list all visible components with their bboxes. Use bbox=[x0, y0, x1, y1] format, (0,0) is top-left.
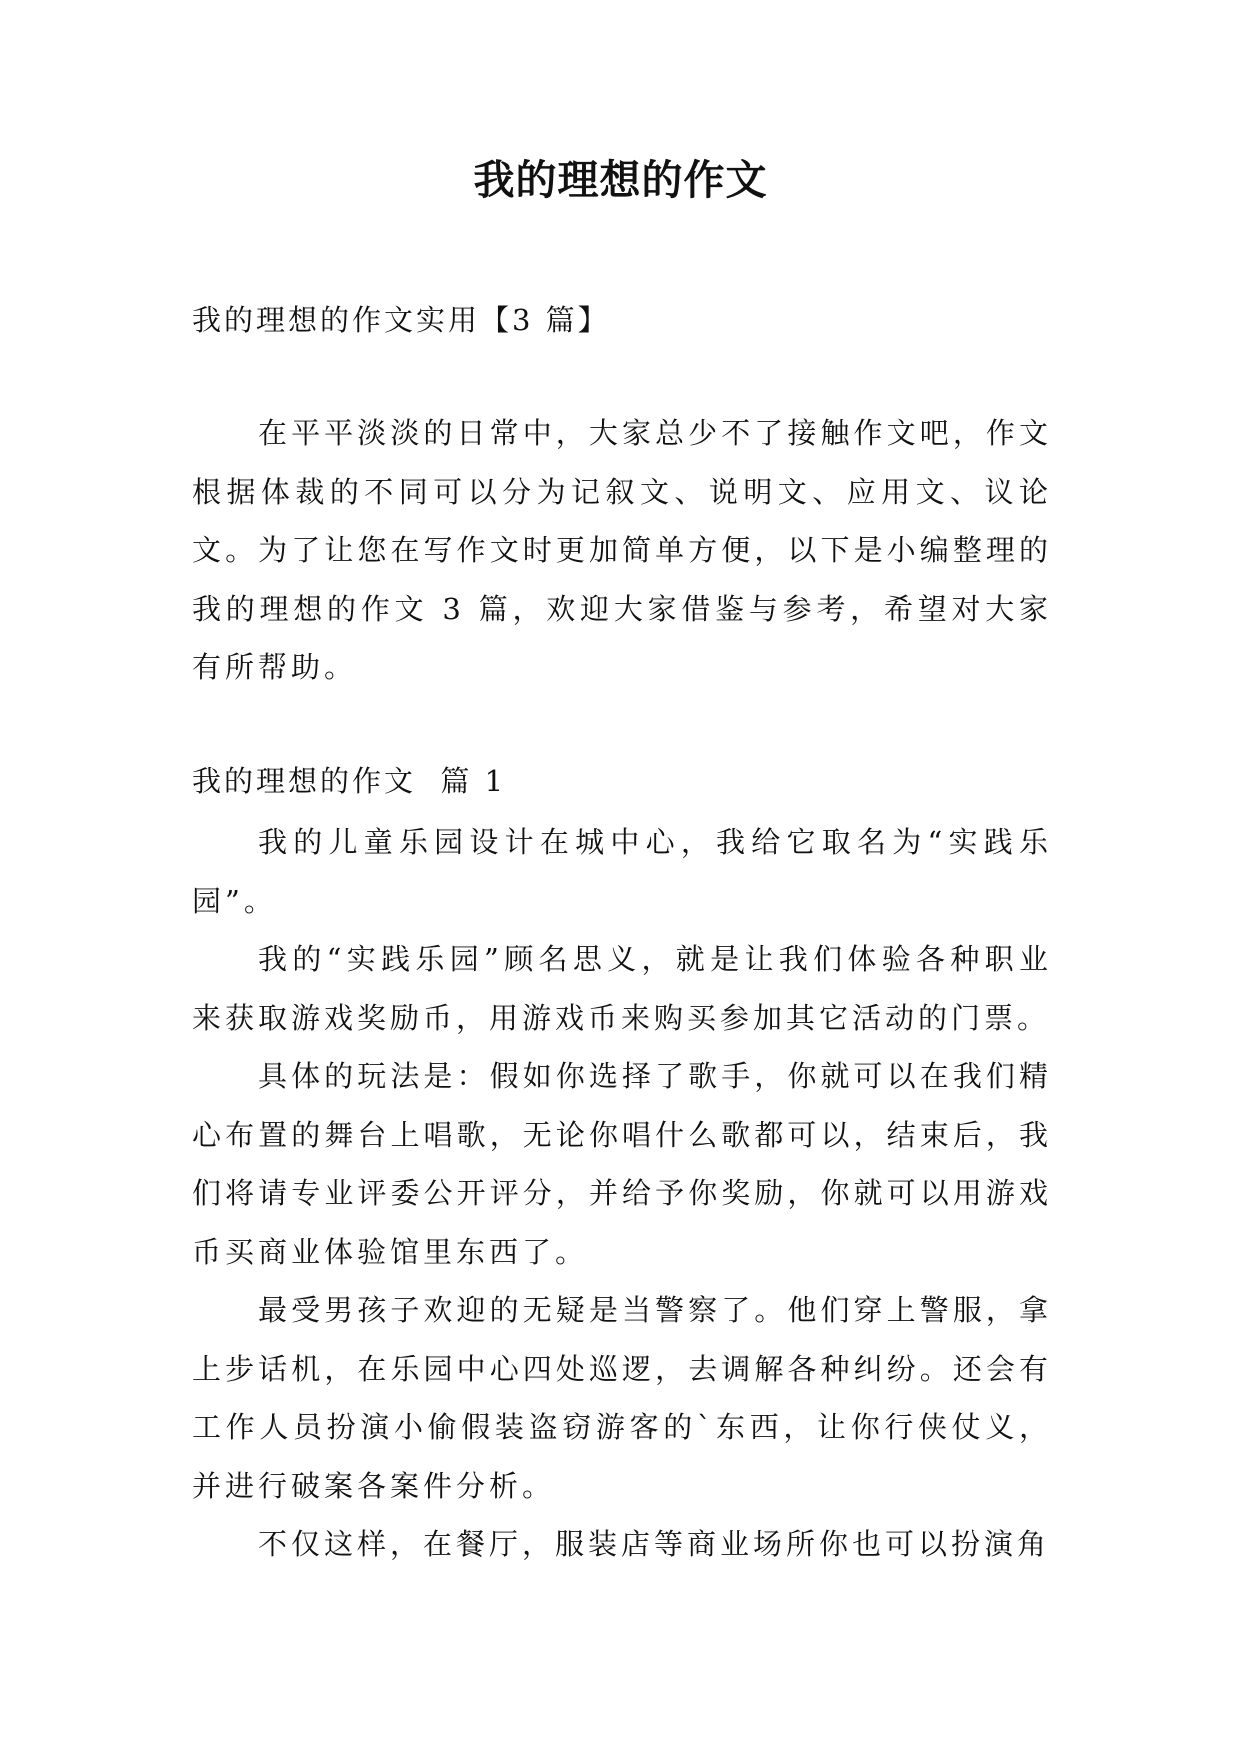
document-subtitle: 我的理想的作文实用【3 篇】 bbox=[192, 303, 610, 337]
document-title: 我的理想的作文 bbox=[473, 156, 768, 204]
body-paragraph: 我的“实践乐园”顾名思义，就是让我们体验各种职业来获取游戏奖励币，用游戏币来购买参加其它活动的门票。 bbox=[192, 942, 1052, 1035]
body-paragraph: 最受男孩子欢迎的无疑是当警察了。他们穿上警服，拿上步话机，在乐园中心四处巡逻，去调解各种纠纷。还会有工作人员扮演小偷假装盗窃游客的`东西，让你行侠仗义，并进行破案各案件分析。 bbox=[192, 1293, 1052, 1503]
body-paragraph: 不仅这样，在餐厅，服装店等商业场所你也可以扮演角 bbox=[258, 1527, 1051, 1561]
body-paragraph: 具体的玩法是：假如你选择了歌手，你就可以在我们精心布置的舞台上唱歌，无论你唱什么歌都可以，结束后，我们将请专业评委公开评分，并给予你奖励，你就可以用游戏币买商业体验馆里东西了。 bbox=[192, 1059, 1052, 1269]
section-heading: 我的理想的作文 篇 1 bbox=[192, 764, 507, 798]
intro-paragraph: 在平平淡淡的日常中，大家总少不了接触作文吧，作文根据体裁的不同可以分为记叙文、说明文、应用文、议论文。为了让您在写作文时更加简单方便，以下是小编整理的我的理想的作文 3 篇，欢迎大家借鉴与参考，希望对大家有所帮助。 bbox=[192, 416, 1052, 684]
body-paragraph: 我的儿童乐园设计在城中心，我给它取名为“实践乐园”。 bbox=[192, 825, 1052, 918]
